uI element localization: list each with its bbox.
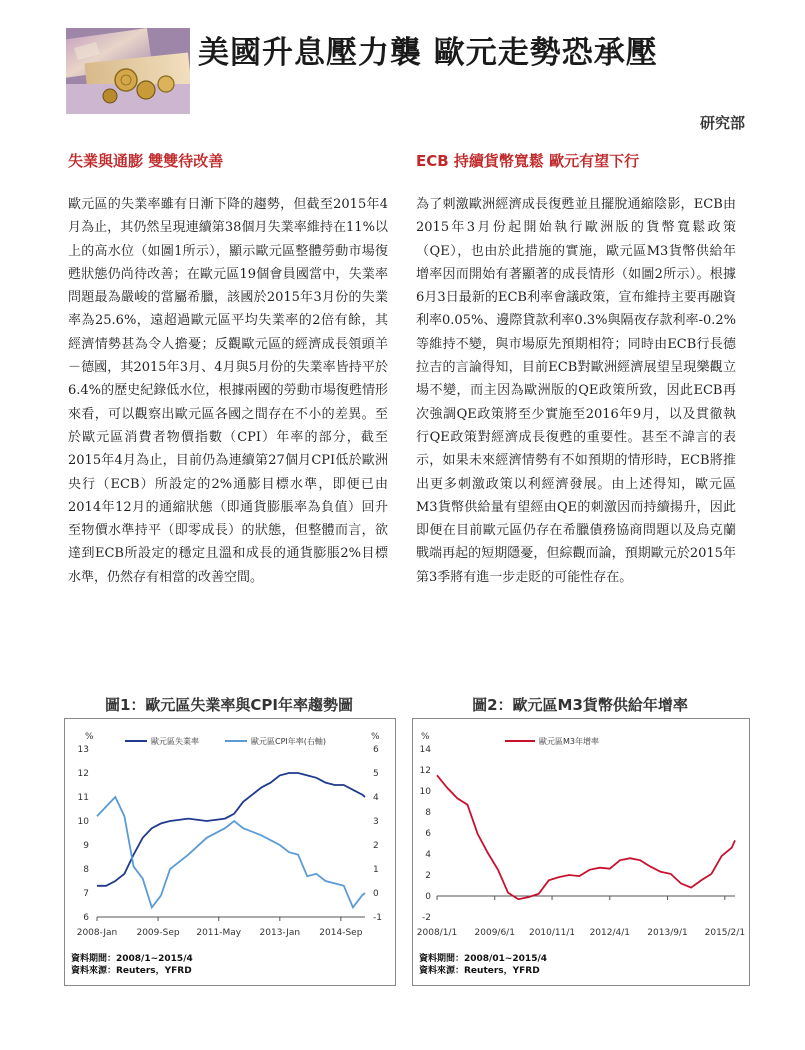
y-tick-label: 14 [419,745,431,755]
y-right-tick-label: 4 [373,793,379,803]
figure-title: 圖2：歐元區M3貨幣供給年增率 [472,696,688,714]
legend-label: 歐元區失業率 [151,737,199,746]
x-tick-label: 2013/9/1 [647,928,688,938]
left-axis-unit: % [421,732,430,742]
x-tick-label: 2009-Sep [136,928,180,938]
series-line [97,797,365,907]
data-source-note: 資料來源：Reuters，YFRD [419,966,540,976]
y-right-tick-label: -1 [373,913,382,923]
y-tick-label: 2 [425,871,431,881]
y-left-tick-label: 7 [83,889,89,899]
section-body: 為了刺激歐洲經濟成長復甦並且擺脫通縮陰影，ECB由2015年3月份起開始執行歐洲版的貨幣寬鬆政策（QE），也由於此措施的實施，歐元區M3貨幣供給年增率因而開始有著顯著的成長情形（如圖2所示）。根據6月3日最新的ECB利率會議政策，宣布維持主要再融資利率0.05%、邊際貸款利率0.3%與隔夜存款利率-0.2%等維持不變，與市場原先預期相符；同時由ECB行長德拉吉的言論得知，目前ECB對歐洲經濟展望呈現樂觀立場不變，而主因為歐洲版的QE政策所致，因此ECB再次強調QE政策將至少實施至2016年9月，以及貫徹執行QE政策對經濟成長復甦的重要性。甚至不諱言的表示，如果未來經濟情勢有不如預期的情形時，ECB將推出更多刺激政策以利經濟發展。由上述得知，歐元區M3貨幣供給量有望經由QE的刺激因而持續揚升，因此即便在目前歐元區仍存在希臘債務協商問題以及烏克蘭戰端再起的短期隱憂，但綜觀而論，預期歐元於2015年第3季將有進一步走貶的可能性存在。 [416,197,736,585]
section-heading: 失業與通膨 雙雙待改善 [68,152,224,170]
x-tick-label: 2008/1/1 [416,928,458,938]
y-right-tick-label: 6 [373,745,379,755]
legend-label: 歐元區M3年增率 [539,737,599,746]
section-body: 歐元區的失業率雖有日漸下降的趨勢，但截至2015年4月為止，其仍然呈現連續第38個月失業率維持在11%以上的高水位（如圖1所示），顯示歐元區整體勞動市場復甦狀態仍尚待改善；在歐元區19個會員國當中，失業率問題最為嚴峻的當屬希臘，該國於2015年3月份的失業率為25.6%，遠超過歐元區平均失業率的2倍有餘，其經濟情勢甚為令人擔憂；反觀歐元區的經濟成長領頭羊－德國，其2015年3月、4月與5月份的失業率皆持平於6.4%的歷史紀錄低水位，根據兩國的勞動市場復甦情形來看，可以觀察出歐元區各國之間存在不小的差異。至於歐元區消費者物價指數（CPI）年率的部分，截至2015年4月為止，目前仍為連續第27個月CPI低於歐洲央行（ECB）所設定的2%通膨目標水準，即便已由2014年12月的通縮狀態（即通貨膨脹率為負值）回升至物價水準持平（即零成長）的狀態，但整體而言，欲達到ECB所設定的穩定且溫和成長的通貨膨脹2%目標水準，仍然存有相當的改善空間。 [68,197,388,585]
y-tick-label: 0 [425,892,431,902]
department-label: 研究部 [699,114,745,132]
y-left-tick-label: 9 [83,841,89,851]
figure-title: 圖1：歐元區失業率與CPI年率趨勢圖 [104,696,354,714]
y-tick-label: 6 [425,829,431,839]
y-left-tick-label: 10 [77,817,89,827]
x-tick-label: 2011-May [196,928,242,938]
data-period-note: 資料期間：2008/01~2015/4 [419,954,547,964]
x-tick-label: 2013-Jan [259,928,301,938]
section-heading: ECB 持續貨幣寬鬆 歐元有望下行 [416,152,640,170]
y-left-tick-label: 6 [83,913,89,923]
y-tick-label: 12 [419,766,431,776]
figure-notes [419,953,547,977]
x-tick-label: 2014-Sep [319,928,363,938]
legend-label: 歐元區CPI年率(右軸) [251,737,327,746]
y-tick-label: 10 [419,787,431,797]
euro-currency-image [66,28,190,114]
y-right-tick-label: 2 [373,841,379,851]
x-tick-label: 2012/4/1 [589,928,630,938]
data-source-note: 資料來源：Reuters，YFRD [71,966,192,976]
y-tick-label: -2 [422,913,431,923]
series-line [97,773,365,886]
y-right-tick-label: 1 [373,865,379,875]
left-axis-unit: % [85,732,94,742]
page-title: 美國升息壓力襲 歐元走勢恐承壓 [198,35,658,71]
y-tick-label: 4 [425,850,431,860]
x-tick-label: 2010/11/1 [528,928,576,938]
y-right-tick-label: 5 [373,769,379,779]
figure-1-panel [64,718,396,986]
m3-growth-chart [413,719,749,951]
y-left-tick-label: 11 [77,793,89,803]
y-right-tick-label: 3 [373,817,379,827]
series-line [437,775,735,899]
data-period-note: 資料期間：2008/1~2015/4 [71,954,193,964]
figure-notes [71,953,193,977]
y-left-tick-label: 13 [77,745,89,755]
x-tick-label: 2008-Jan [76,928,118,938]
unemployment-cpi-chart [65,719,395,951]
y-left-tick-label: 8 [83,865,89,875]
x-tick-label: 2015/2/1 [704,928,746,938]
figure-2-panel [412,718,750,986]
right-axis-unit: % [371,732,380,742]
y-left-tick-label: 12 [77,769,89,779]
y-right-tick-label: 0 [373,889,379,899]
y-tick-label: 8 [425,808,431,818]
x-tick-label: 2009/6/1 [474,928,515,938]
